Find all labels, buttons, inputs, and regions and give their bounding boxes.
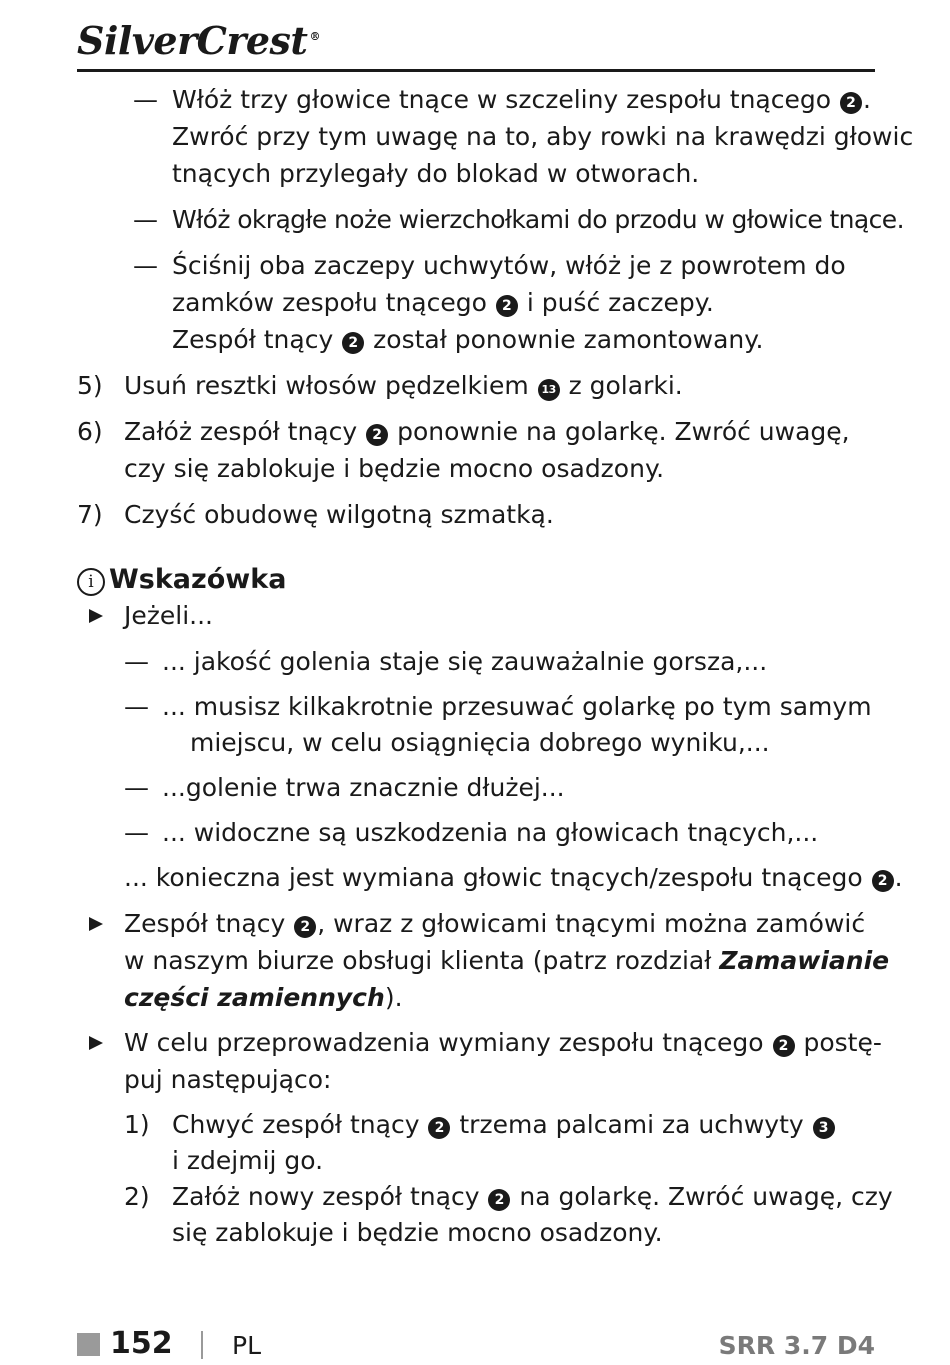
ref-3-icon: 3 [813, 1117, 835, 1139]
substep-1-line-1: Chwyć zespół tnący 2 trzema palcami za uchwyty 3 [172, 1109, 836, 1141]
note-bullet-3-line-2: puj następująco: [124, 1065, 332, 1094]
substep-2-line-1: Załóż nowy zespół tnący 2 na golarkę. Zwróć uwagę, czy [172, 1182, 893, 1211]
note-bullet-2-line-2: w naszym biurze obsługi klienta (patrz rozdział Zamawianie [124, 946, 890, 975]
ref-2-icon: 2 [428, 1117, 450, 1139]
note-bullet-2-line-1: Zespół tnący 2 , wraz z głowicami tnącymi można zamówić [124, 909, 866, 938]
ref-2-icon: 2 [294, 916, 316, 938]
dash-marker: — [133, 205, 158, 234]
silvercrest-logo: SilverCrest ® [77, 18, 320, 63]
dash-marker: — [124, 818, 149, 847]
ref-2-icon: 2 [342, 332, 364, 354]
substep-1-line-2: i zdejmij go. [172, 1146, 324, 1175]
condition-1: ... jakość golenia staje się zauważalnie gorsza,... [162, 647, 768, 676]
info-icon: i [77, 568, 105, 596]
note-heading: i Wskazówka [77, 564, 286, 596]
bullet-arrow-icon [89, 917, 103, 931]
dash-marker: — [124, 773, 149, 802]
dash-item-2-line-1: Włóż okrągłe noże wierzchołkami do przodu w głowice tnące. [172, 205, 904, 234]
dash-marker: — [124, 692, 149, 721]
footer-square-icon [77, 1333, 100, 1356]
dash-marker: — [133, 251, 158, 280]
ref-13-icon: 13 [538, 379, 560, 401]
step-number: 5) [77, 371, 103, 400]
condition-4: ... widoczne są uszkodzenia na głowicach tnących,... [162, 818, 819, 847]
dash-item-1-line-2: Zwróć przy tym uwagę na to, aby rowki na krawędzi głowic [172, 122, 914, 151]
conclusion-line: ... konieczna jest wymiana głowic tnących/zespołu tnącego 2 . [124, 863, 903, 892]
ref-2-icon: 2 [872, 870, 894, 892]
page-header [77, 14, 875, 72]
note-bullet-2-line-3: części zamiennych). [124, 983, 403, 1012]
dash-item-1-line-1: Włóż trzy głowice tnące w szczeliny zespołu tnącego 2 . [172, 85, 871, 114]
ref-2-icon: 2 [366, 424, 388, 446]
note-bullet-3-line-1: W celu przeprowadzenia wymiany zespołu tnącego 2 postę- [124, 1028, 882, 1057]
header-rule [77, 69, 875, 72]
bullet-arrow-icon [89, 1036, 103, 1050]
step-number: 2) [124, 1182, 150, 1211]
condition-3: ...golenie trwa znacznie dłużej... [162, 773, 565, 802]
dash-item-1-line-3: tnących przylegały do blokad w otworach. [172, 159, 700, 188]
ref-2-icon: 2 [773, 1035, 795, 1057]
ref-2-icon: 2 [496, 295, 518, 317]
step-5-line-1: Usuń resztki włosów pędzelkiem 13 z golarki. [124, 371, 683, 400]
note-bullet-1: Jeżeli... [124, 601, 213, 630]
footer-divider [201, 1331, 203, 1359]
step-number: 1) [124, 1110, 150, 1139]
step-number: 6) [77, 417, 103, 446]
condition-2-line-1: ... musisz kilkakrotnie przesuwać golarkę po tym samym [162, 692, 872, 721]
substep-2-line-2: się zablokuje i będzie mocno osadzony. [172, 1218, 663, 1247]
dash-item-3-line-1: Ściśnij oba zaczepy uchwytów, włóż je z powrotem do [172, 251, 846, 280]
dash-marker: — [124, 647, 149, 676]
bullet-arrow-icon [89, 609, 103, 623]
ref-2-icon: 2 [840, 92, 862, 114]
ref-2-icon: 2 [488, 1189, 510, 1211]
model-number: SRR 3.7 D4 [718, 1331, 875, 1360]
page-number: 152 [110, 1326, 173, 1361]
dash-marker: — [133, 85, 158, 114]
dash-item-3-line-3: Zespół tnący 2 został ponownie zamontowany. [172, 325, 764, 354]
step-number: 7) [77, 500, 103, 529]
dash-item-3-line-2: zamków zespołu tnącego 2 i puść zaczepy. [172, 288, 714, 317]
condition-2-line-2: miejscu, w celu osiągnięcia dobrego wyniku,... [190, 728, 770, 757]
step-7-line-1: Czyść obudowę wilgotną szmatką. [124, 500, 554, 529]
step-6-line-1: Załóż zespół tnący 2 ponownie na golarkę. Zwróć uwagę, [124, 417, 850, 446]
language-code: PL [232, 1331, 262, 1360]
step-6-line-2: czy się zablokuje i będzie mocno osadzony. [124, 454, 665, 483]
